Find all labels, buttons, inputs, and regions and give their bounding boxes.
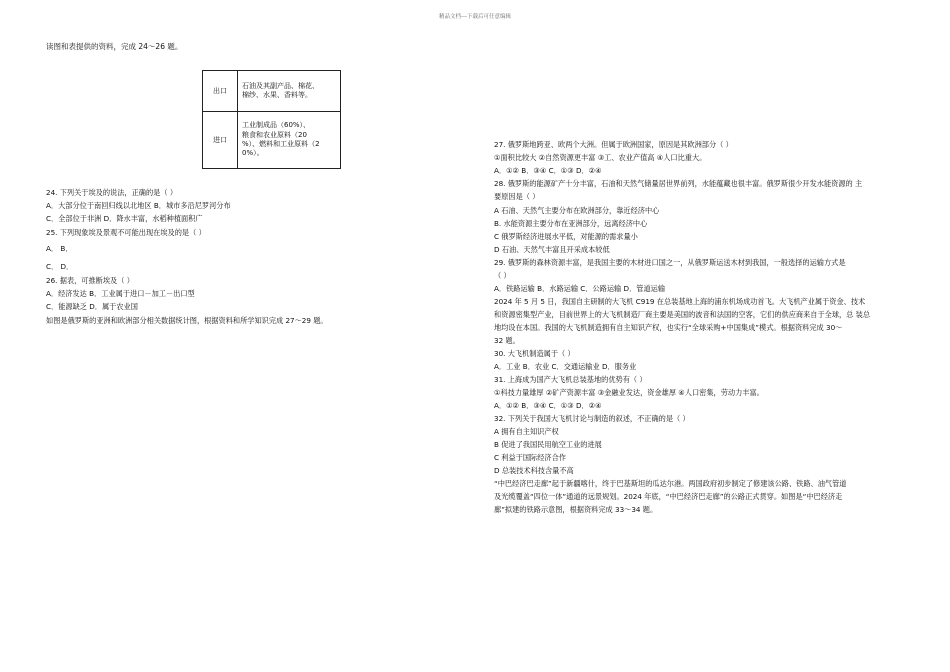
question-31: 31. 上海成为国产大飞机总装基地的优势有（ ） xyxy=(494,375,647,384)
import-value xyxy=(238,112,341,169)
question-24-options-cd: C．全部位于非洲 D．降水丰富，水稻种植面积广 xyxy=(46,214,203,223)
question-28-option-b: B. 水能资源主要分布在亚洲部分，远离经济中心 xyxy=(494,219,648,228)
question-28: 28. 俄罗斯的能源矿产十分丰富，石油和天然气储量居世界前列，水能蕴藏也很丰富。俄罗斯很少开发水能资源的 主 xyxy=(494,179,863,188)
page-header: 精品文档---下载后可任意编辑 xyxy=(439,14,511,20)
question-27-statements: ①面积比较大 ②自然资源更丰富 ③工、农业产值高 ④人口比重大。 xyxy=(494,153,707,162)
question-24: 24. 下列关于埃及的说法，正确的是（ ） xyxy=(46,188,178,197)
passage-cpec-line: 及光缆覆盖“四位一体”通道的远景规划。2024 年底，“中巴经济巴走廊”的公路正式贯穿。如图是“中巴经济走 xyxy=(494,492,843,501)
question-25: 25. 下列现象埃及景观不可能出现在埃及的是（ ） xyxy=(46,228,206,237)
passage-c919-line: 和资源密集型产业，目前世界上的大飞机制造厂商主要是美国的波音和法国的空客，它们的供应商来自于全球，总 装总 xyxy=(494,310,871,319)
passage-cpec-line: 廊”拟建的铁路示意图，根据资料完成 33～34 题。 xyxy=(494,505,658,514)
import-line: 粮食和农业原料（20 xyxy=(242,130,307,139)
question-28-cont: 要原因是（ ） xyxy=(494,192,540,201)
question-30: 30. 大飞机制造属于（ ） xyxy=(494,349,575,358)
passage-c919-line: 2024 年 5 月 5 日，我国自主研制的大飞机 C919 在总装基地上海的浦东机场成功首飞。大飞机产业属于资金、技术 xyxy=(494,297,866,306)
question-31-statements: ①科技力量雄厚 ②矿产资源丰富 ③金融业发达，资金雄厚 ④人口密集，劳动力丰富。 xyxy=(494,388,764,397)
question-27-options: A．①② B．③④ C．①③ D．②④ xyxy=(494,166,602,175)
question-26: 26. 据表，可推断埃及（ ） xyxy=(46,276,134,285)
question-26-options-ab: A．经济发达 B．工业属于进口－加工－出口型 xyxy=(46,289,195,298)
passage-c919-line: 32 题。 xyxy=(494,336,520,345)
question-25-options-ab: A． B． xyxy=(46,244,73,253)
question-25-options-cd: C． D． xyxy=(46,262,74,271)
question-29: 29. 俄罗斯的森林资源丰富，是我国主要的木材进口国之一，从俄罗斯运送木材到我国，一般选择的运输方式是 xyxy=(494,258,846,267)
table-row xyxy=(203,71,341,112)
import-line: 工业制成品（60%）、 xyxy=(242,121,311,130)
passage-c919-line: 地均设在本国。我国的大飞机制造拥有自主知识产权，也实行“全球采购+中国集成”模式。根据资料完成 30～ xyxy=(494,323,843,332)
export-line: 棉纱、水果、香料等。 xyxy=(242,91,312,99)
question-30-options: A．工业 B．农业 C．交通运输业 D．服务业 xyxy=(494,362,637,371)
import-line: %）、燃料和工业原料（2 xyxy=(242,140,320,148)
question-24-options-ab: A．大部分位于南回归线以北地区 B．城市多沿尼罗河分布 xyxy=(46,201,231,210)
export-line: 石油及其副产品、棉花、 xyxy=(242,81,319,90)
question-28-option-c: C 俄罗斯经济进展水平低，对能源的需求量小 xyxy=(494,232,638,241)
trade-table xyxy=(202,70,341,169)
question-32-option-b: B 促进了我国民用航空工业的进展 xyxy=(494,440,602,449)
passage-cpec-line: “中巴经济巴走廊”起于新疆喀什，终于巴基斯坦的瓜达尔港。两国政府初步制定了修建该公路、铁路、油气管道 xyxy=(494,479,847,488)
export-value xyxy=(238,71,341,112)
question-32-option-c: C 利益于国际经济合作 xyxy=(494,453,566,462)
table-row xyxy=(203,112,341,169)
import-label: 进口 xyxy=(203,112,238,169)
question-32-option-a: A 拥有自主知识产权 xyxy=(494,427,559,436)
question-32-option-d: D 总装技术科技含量不高 xyxy=(494,466,574,475)
import-line: 0%）。 xyxy=(242,149,264,158)
question-28-option-d: D 石油、天然气丰富且开采成本较低 xyxy=(494,245,610,254)
export-label: 出口 xyxy=(203,71,238,112)
question-31-options: A．①② B．③④ C．①③ D．②④ xyxy=(494,401,602,410)
question-26-options-cd: C．能源缺乏 D．属于农业国 xyxy=(46,302,138,311)
section-intro-27-29: 如图是俄罗斯的亚洲和欧洲部分相关数据统计图，根据资料和所学知识完成 27～29 题。 xyxy=(46,316,328,325)
question-27: 27. 俄罗斯地跨亚、欧两个大洲。但属于欧洲国家，原因是其欧洲部分（ ） xyxy=(494,140,733,149)
question-28-option-a: A 石油、天然气主要分布在欧洲部分，靠近经济中心 xyxy=(494,206,660,215)
intro-text: 读图和表提供的资料，完成 24～26 题。 xyxy=(46,42,183,51)
question-32: 32. 下列关于我国大飞机讨论与制造的叙述，不正确的是（ ） xyxy=(494,414,690,423)
question-29-cont: （ ） xyxy=(494,271,511,280)
question-29-options: A．铁路运输 B．水路运输 C．公路运输 D．管道运输 xyxy=(494,284,666,293)
